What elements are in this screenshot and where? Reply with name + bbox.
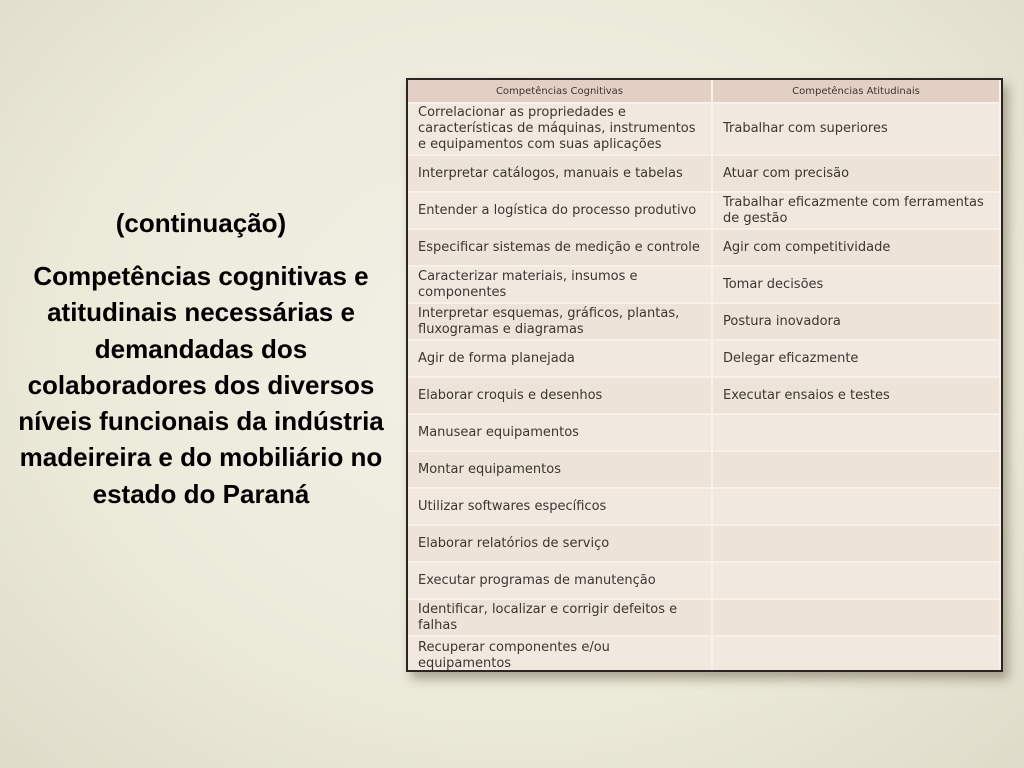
attitudinal-cell xyxy=(712,562,1000,599)
cognitive-cell: Recuperar componentes e/ou equipamentos xyxy=(408,636,712,672)
cognitive-cell: Interpretar catálogos, manuais e tabelas xyxy=(408,155,712,192)
table-row xyxy=(408,155,1000,192)
attitudinal-cell: Delegar eficazmente xyxy=(712,340,1000,377)
slide-text-block xyxy=(10,206,392,512)
attitudinal-cell xyxy=(712,636,1000,672)
table-row xyxy=(408,414,1000,451)
cognitive-cell: Especificar sistemas de medição e controle xyxy=(408,229,712,266)
attitudinal-cell xyxy=(712,451,1000,488)
cognitive-cell: Entender a logística do processo produtivo xyxy=(408,192,712,229)
slide-subtitle: (continuação) xyxy=(115,208,287,238)
table-row xyxy=(408,599,1000,636)
cognitive-cell: Montar equipamentos xyxy=(408,451,712,488)
table-row xyxy=(408,340,1000,377)
cognitive-cell: Interpretar esquemas, gráficos, plantas, fluxogramas e diagramas xyxy=(408,303,712,340)
attitudinal-cell: Atuar com precisão xyxy=(712,155,1000,192)
table-row xyxy=(408,303,1000,340)
table-row xyxy=(408,377,1000,414)
table-row xyxy=(408,451,1000,488)
cognitive-cell: Elaborar relatórios de serviço xyxy=(408,525,712,562)
cognitive-cell: Elaborar croquis e desenhos xyxy=(408,377,712,414)
cognitive-cell: Caracterizar materiais, insumos e componentes xyxy=(408,266,712,303)
attitudinal-cell xyxy=(712,414,1000,451)
attitudinal-cell: Postura inovadora xyxy=(712,303,1000,340)
table-row xyxy=(408,266,1000,303)
table-row xyxy=(408,562,1000,599)
attitudinal-cell: Tomar decisões xyxy=(712,266,1000,303)
attitudinal-cell: Executar ensaios e testes xyxy=(712,377,1000,414)
table-row xyxy=(408,488,1000,525)
table-header-row xyxy=(408,80,1000,103)
cognitive-cell: Correlacionar as propriedades e características de máquinas, instrumentos e equipamentos com suas aplicações xyxy=(408,103,712,155)
header-attitudinal: Competências Atitudinais xyxy=(712,80,1000,103)
cognitive-cell: Manusear equipamentos xyxy=(408,414,712,451)
cognitive-cell: Agir de forma planejada xyxy=(408,340,712,377)
attitudinal-cell xyxy=(712,488,1000,525)
attitudinal-cell xyxy=(712,525,1000,562)
table-row xyxy=(408,636,1000,672)
cognitive-cell: Executar programas de manutenção xyxy=(408,562,712,599)
table-row xyxy=(408,229,1000,266)
competencies-table xyxy=(408,80,1001,672)
slide-title: Competências cognitivas e atitudinais necessárias e demandadas dos colaboradores dos diversos níveis funcionais da indústria madeireira e do mobiliário no estado do Paraná xyxy=(18,261,384,509)
table-row xyxy=(408,525,1000,562)
attitudinal-cell: Trabalhar com superiores xyxy=(712,103,1000,155)
table-row xyxy=(408,192,1000,229)
competencies-table-image xyxy=(406,78,1003,672)
table-row xyxy=(408,103,1000,155)
attitudinal-cell: Trabalhar eficazmente com ferramentas de gestão xyxy=(712,192,1000,229)
attitudinal-cell xyxy=(712,599,1000,636)
cognitive-cell: Utilizar softwares específicos xyxy=(408,488,712,525)
header-cognitive: Competências Cognitivas xyxy=(408,80,712,103)
cognitive-cell: Identificar, localizar e corrigir defeitos e falhas xyxy=(408,599,712,636)
attitudinal-cell: Agir com competitividade xyxy=(712,229,1000,266)
